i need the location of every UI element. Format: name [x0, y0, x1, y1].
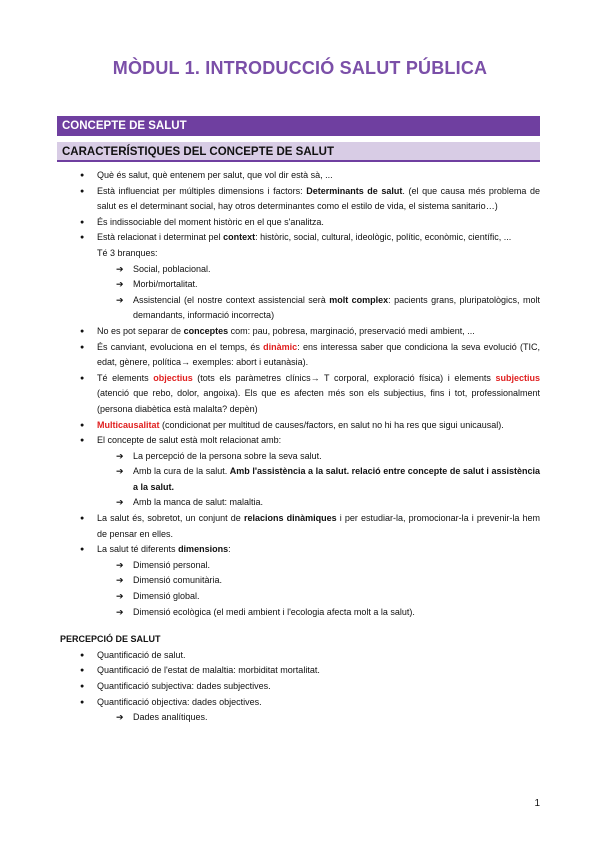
- list-item: ● Quantificació subjectiva: dades subjectives.: [97, 679, 540, 695]
- list-item: ● Està influenciat per múltiples dimensions i factors: Determinants de salut. (el que causa més problema de salut es el determinant social, hay otros determinantes como el estilo de vida, el sistema sanitario…): [97, 184, 540, 215]
- list-note: Té 3 branques:: [97, 247, 158, 258]
- list-item: ● La salut és, sobretot, un conjunt de relacions dinàmiques i per estudiar-la, promocionar-la i prevenir-la hem de pensar en elles.: [97, 511, 540, 542]
- list-item: ● És indissociable del moment històric en el que s'analitza.: [97, 215, 540, 231]
- sub-list-item: ➔ La percepció de la persona sobre la seva salut.: [133, 449, 540, 465]
- sub-list-item: ➔ Social, poblacional.: [133, 262, 540, 278]
- sub-list-item: ➔ Dimensió global.: [133, 589, 540, 605]
- page-number: 1: [534, 798, 540, 809]
- list-item: ● Què és salut, què entenem per salut, que vol dir està sà, ...: [97, 168, 540, 184]
- list-item: ● Està relacionat i determinat pel context: històric, social, cultural, ideològic, polític, econòmic, científic, ...: [97, 230, 540, 246]
- list-item: ● La salut té diferents dimensions:: [97, 542, 540, 558]
- content-body: [0, 168, 600, 726]
- list-item: ● El concepte de salut està molt relacionat amb:: [97, 433, 540, 449]
- list-item: ● Multicausalitat (condicionat per multitud de causes/factors, en salut no hi ha res que sigui unicausal).: [97, 418, 540, 434]
- list-item: ● No es pot separar de conceptes com: pau, pobresa, marginació, preservació medi ambient, ...: [97, 324, 540, 340]
- list-item: ● Té elements objectius (tots els paràmetres clínics→ T corporal, exploració física) i elements subjectius (atenció que rebo, dolor, angoixa). Els que es afecten més son els subjectius, fins i tot, professionalment (persona diabètica està malalta? depèn): [97, 371, 540, 418]
- document-title: MÒDUL 1. INTRODUCCIÓ SALUT PÚBLICA: [112, 58, 488, 78]
- sub-list-item: ➔ Assistencial (el nostre context assistencial serà molt complex: pacients grans, pluripatològics, molt demandants, informació incorrecta): [133, 293, 540, 324]
- sub-list-item: ➔ Amb la manca de salut: malaltia.: [133, 495, 540, 511]
- list-item: ● Quantificació de l'estat de malaltia: morbiditat mortalitat.: [97, 663, 540, 679]
- list-item: ● És canviant, evoluciona en el temps, és dinàmic: ens interessa saber que condiciona la seva evolució (TIC, edat, gènere, política→ exemples: abort i eutanàsia).: [97, 340, 540, 371]
- sub-list-item: ➔ Dimensió ecològica (el medi ambient i l'ecologia afecta molt a la salut).: [133, 605, 540, 621]
- perception-heading: PERCEPCIÓ DE SALUT: [60, 634, 161, 645]
- sub-list-item: ➔ Morbi/mortalitat.: [133, 277, 540, 293]
- list-item: ● Quantificació de salut.: [97, 648, 540, 664]
- list-item: ● Quantificació objectiva: dades objectives.: [97, 695, 540, 711]
- section-heading-bar: CONCEPTE DE SALUT: [57, 116, 540, 136]
- sub-list-item: ➔ Dades analítiques.: [133, 710, 540, 726]
- sub-list-item: ➔ Dimensió comunitària.: [133, 573, 540, 589]
- subsection-heading-bar: CARACTERÍSTIQUES DEL CONCEPTE DE SALUT: [57, 142, 540, 162]
- sub-list-item: ➔ Amb la cura de la salut. Amb l'assistència a la salut. relació entre concepte de salut i assistència a la salut.: [133, 464, 540, 495]
- sub-list-item: ➔ Dimensió personal.: [133, 558, 540, 574]
